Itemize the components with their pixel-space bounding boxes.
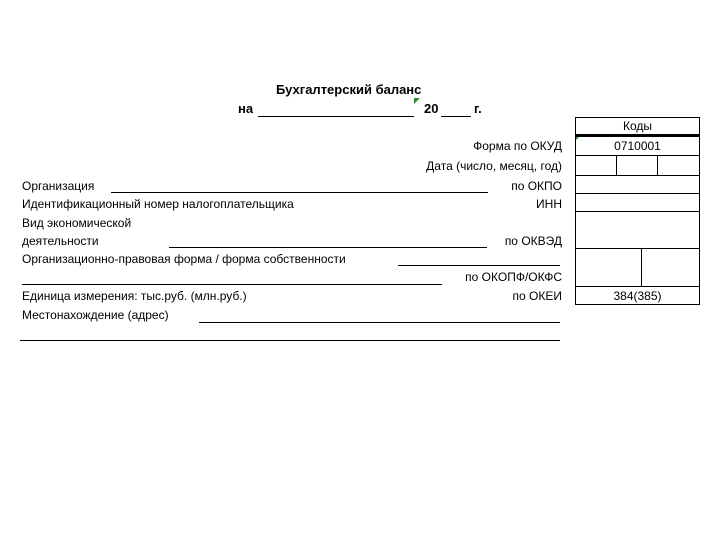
codes-row-divider (575, 193, 700, 194)
activity-label-line1: Вид экономической (22, 216, 132, 230)
date-day-month-field[interactable] (258, 116, 414, 117)
comment-marker-icon (414, 98, 420, 104)
codes-row-divider (575, 155, 700, 156)
okei-code[interactable]: 384(385) (613, 289, 662, 303)
codes-row-divider (575, 175, 700, 176)
date-code-divider-2 (657, 155, 658, 175)
codes-row-divider (575, 248, 700, 249)
organization-label: Организация (22, 179, 95, 193)
okpo-label: по ОКПО (511, 179, 562, 193)
codes-header-divider (575, 134, 700, 137)
okud-code[interactable]: 0710001 (614, 139, 661, 153)
okopf-code-divider (641, 248, 642, 286)
document-title: Бухгалтерский баланс (276, 82, 422, 97)
date-year-prefix: 20 (424, 101, 439, 116)
unit-label: Единица измерения: тыс.руб. (млн.руб.) (22, 289, 247, 303)
codes-header: Коды (622, 119, 653, 133)
legal-form-field-2[interactable] (22, 284, 442, 285)
okei-label: по ОКЕИ (512, 289, 562, 303)
date-code-divider-1 (616, 155, 617, 175)
date-year-field[interactable] (441, 116, 471, 117)
codes-row-divider (575, 211, 700, 212)
okud-label: Форма по ОКУД (473, 139, 562, 153)
location-label: Местонахождение (адрес) (22, 308, 169, 322)
activity-label-line2: деятельности (22, 234, 99, 248)
date-suffix: г. (474, 101, 482, 116)
codes-row-divider (575, 286, 700, 287)
location-field[interactable] (199, 322, 560, 323)
inn-label: Идентификационный номер налогоплательщика (22, 197, 294, 211)
activity-field[interactable] (169, 247, 487, 248)
okopf-label: по ОКОПФ/ОКФС (465, 270, 562, 284)
date-label: Дата (число, месяц, год) (426, 159, 562, 173)
location-field-2[interactable] (20, 340, 560, 341)
legal-form-label: Организационно-правовая форма / форма собственности (22, 252, 346, 266)
legal-form-field[interactable] (398, 265, 560, 266)
date-prefix: на (238, 101, 254, 116)
organization-field[interactable] (111, 192, 488, 193)
inn-code-label: ИНН (536, 197, 562, 211)
okved-label: по ОКВЭД (504, 234, 562, 248)
